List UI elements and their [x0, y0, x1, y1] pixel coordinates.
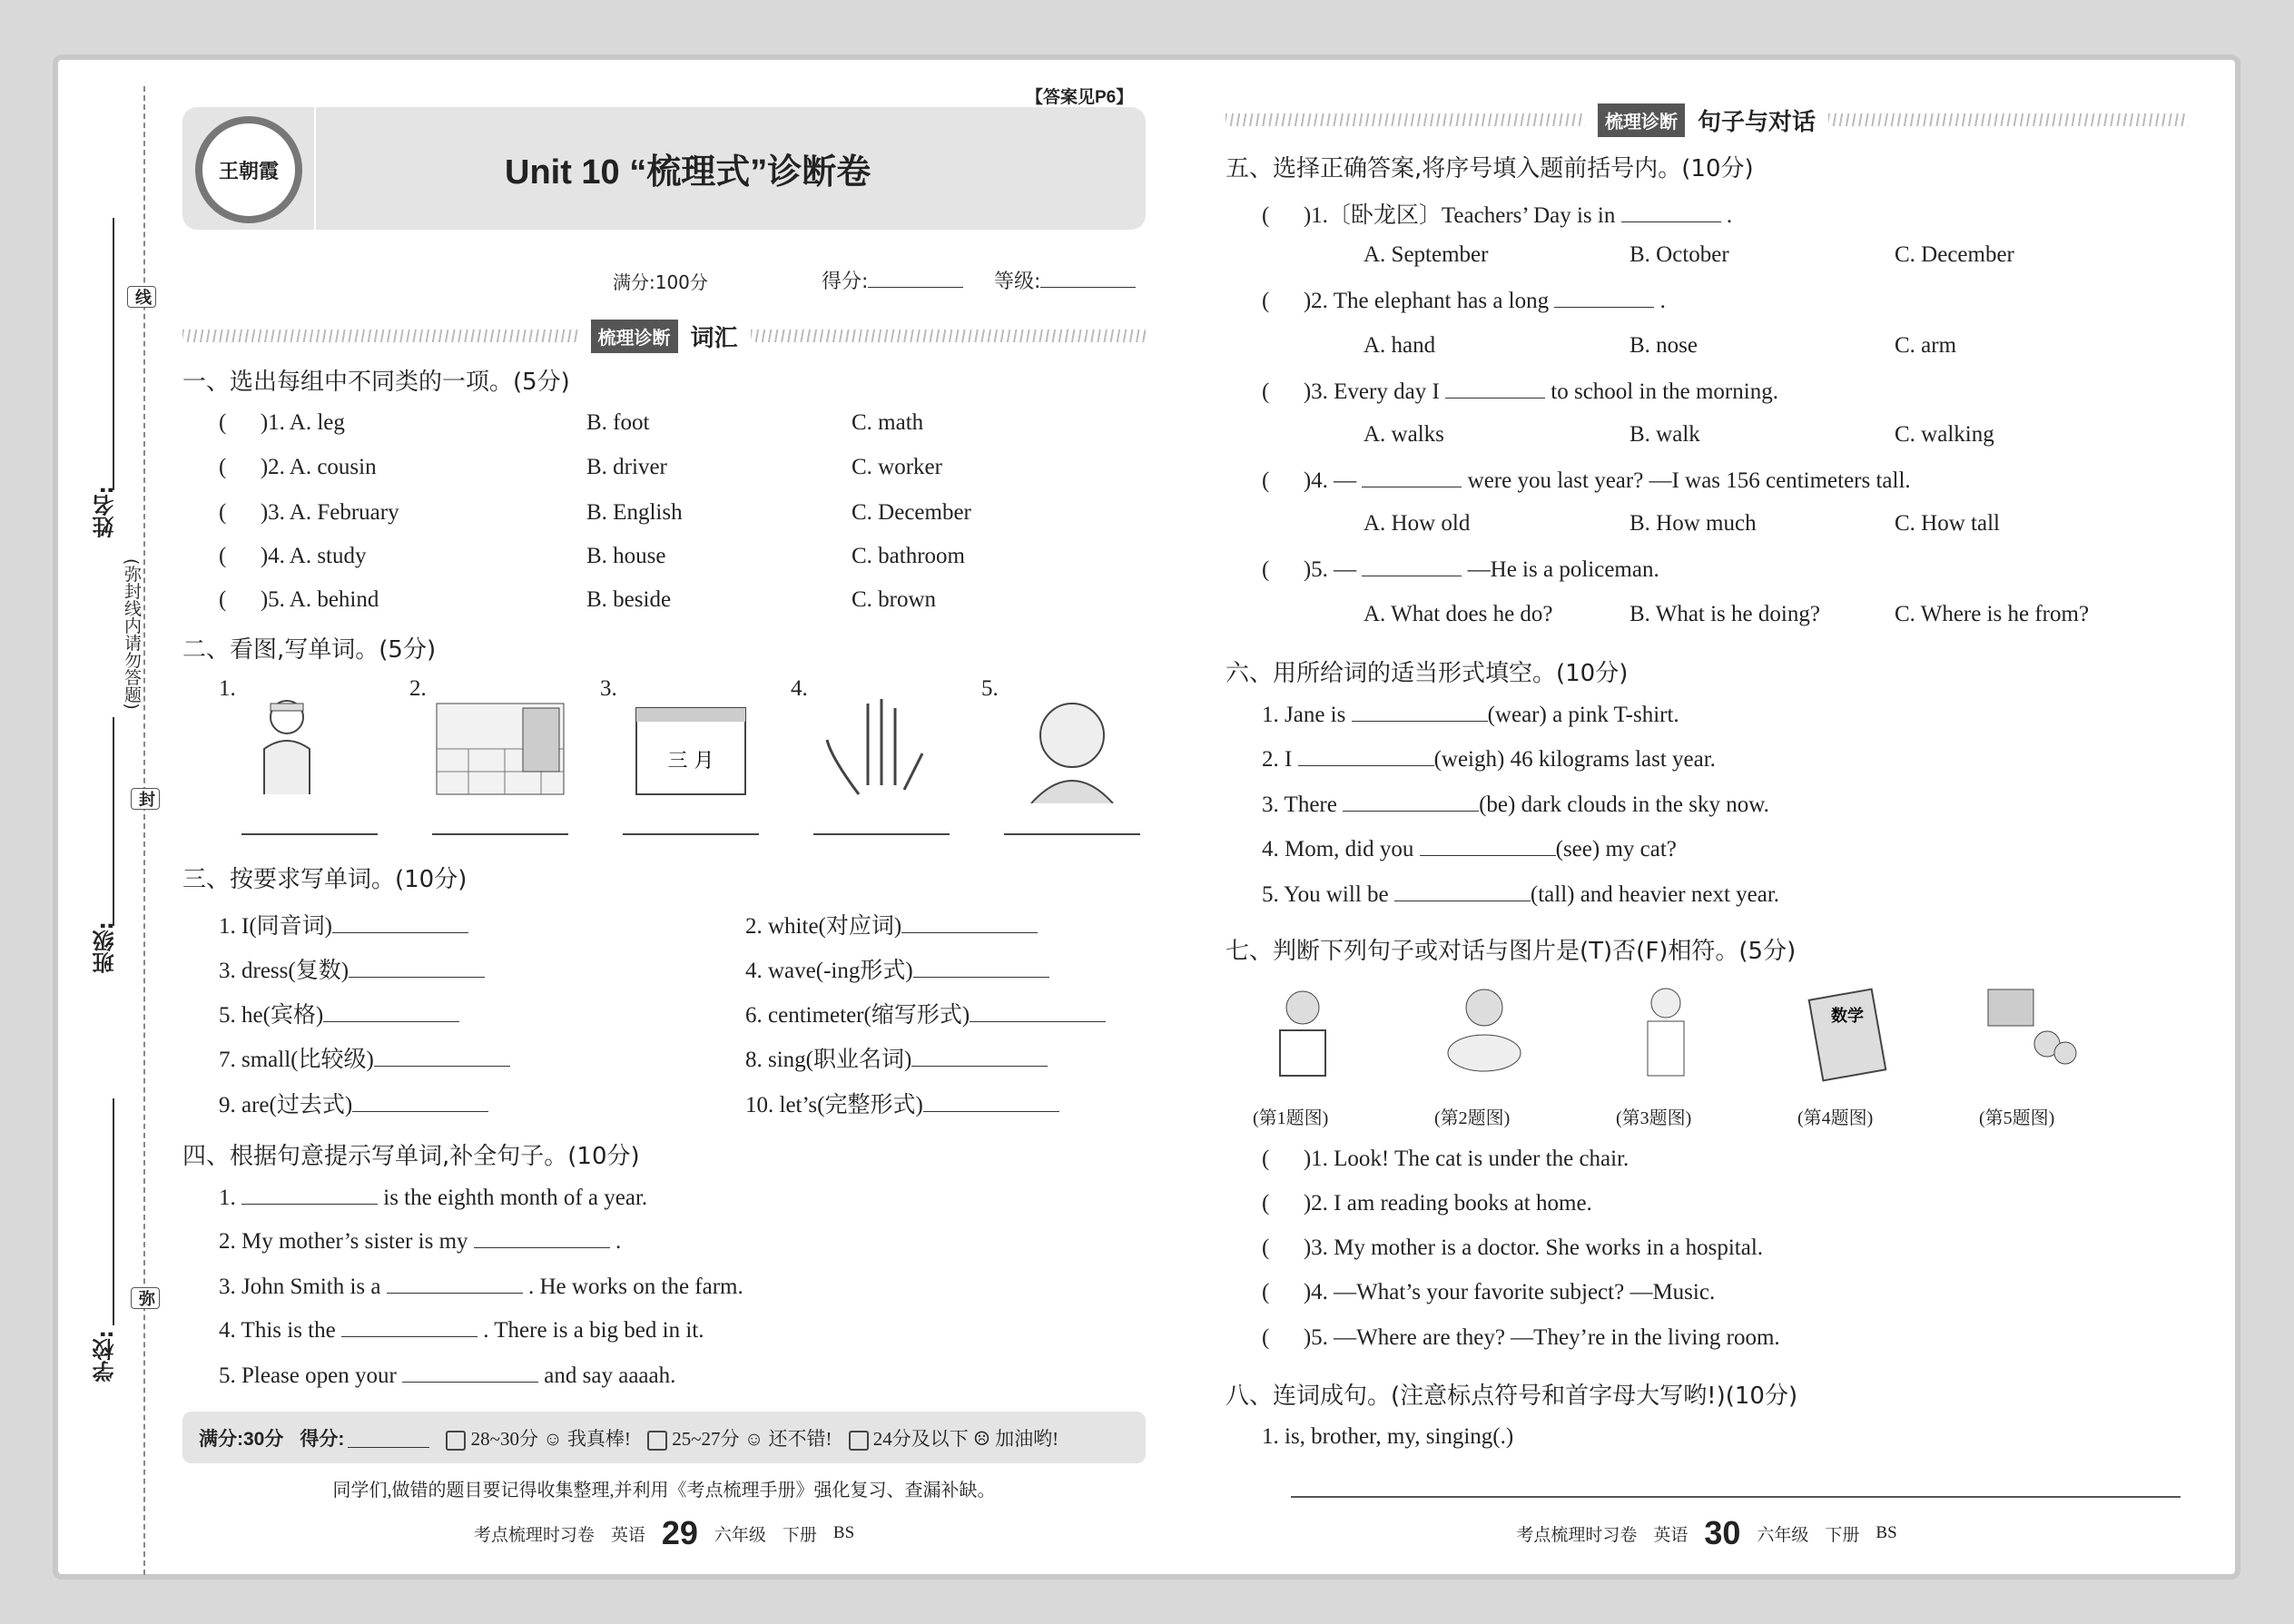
answer-bracket[interactable]: ( ) [219, 587, 269, 612]
option-c: C. December [852, 500, 971, 525]
name-field[interactable] [113, 218, 114, 490]
class-label: 班级: [93, 921, 118, 974]
margin-seal-label: 封 [131, 788, 160, 810]
answer-option[interactable]: B. nose [1629, 333, 1698, 358]
answer-bracket[interactable]: ( ) [1262, 1280, 1312, 1304]
answer-bracket[interactable]: ( ) [1262, 1147, 1312, 1171]
answer-bracket[interactable]: ( ) [219, 455, 269, 479]
word-item[interactable]: 9. are(过去式) [219, 1087, 488, 1119]
section-5-heading: 五、选择正确答案,将序号填入题前括号内。(10分) [1226, 155, 1754, 182]
answer-option[interactable]: C. How tall [1895, 511, 2000, 536]
picture-caption: (第1题图) [1253, 1108, 1329, 1128]
word-item[interactable]: 10. let’s(完整形式) [745, 1087, 1059, 1119]
option-b: B. foot [586, 410, 650, 435]
judge-picture-1 [1253, 976, 1353, 1089]
choice-row[interactable]: ( )5. A. behind [219, 587, 379, 612]
option-mid[interactable]: 25~27分 ☺ 还不错! [647, 1424, 832, 1452]
picture-number: 3. [600, 676, 617, 701]
picture-caption: (第5题图) [1979, 1108, 2055, 1128]
fill-item[interactable]: 1. Jane is (wear) a pink T-shirt. [1262, 703, 1679, 727]
answer-bracket[interactable]: ( ) [219, 410, 269, 435]
answer-line[interactable] [241, 833, 378, 835]
answer-option[interactable]: C. arm [1895, 333, 1957, 358]
option-b: B. house [586, 544, 666, 568]
judge-picture-5 [1979, 976, 2079, 1089]
page-title: Unit 10 “梳理式”诊断卷 [505, 153, 871, 192]
option-b: B. English [586, 500, 683, 525]
word-item[interactable]: 6. centimeter(缩写形式) [745, 997, 1106, 1029]
section-2-heading: 二、看图,写单词。(5分) [182, 636, 437, 664]
word-item[interactable]: 2. white(对应词) [745, 908, 1038, 940]
footer-left: 考点梳理时习卷 英语 29 六年级 下册 BS [473, 1514, 855, 1551]
page-number: 29 [661, 1514, 698, 1551]
sentence-item[interactable]: 2. My mother’s sister is my . [219, 1229, 622, 1254]
school-label: 学校: [93, 1330, 118, 1383]
sentence-item[interactable]: 1. is the eighth month of a year. [219, 1186, 648, 1210]
answer-line[interactable] [1004, 833, 1140, 835]
section-6-heading: 六、用所给词的适当形式填空。(10分) [1226, 660, 1629, 687]
question-item[interactable]: ( )3. Every day I to school in the morning. [1262, 379, 1778, 404]
answer-line[interactable] [432, 833, 568, 835]
option-low[interactable]: 24分及以下 ☹ 加油哟! [849, 1424, 1059, 1452]
reorder-item: 1. is, brother, my, singing(.) [1262, 1424, 1514, 1449]
page-number: 30 [1704, 1514, 1741, 1551]
answer-option[interactable]: A. What does he do? [1364, 602, 1553, 626]
section-3-heading: 三、按要求写单词。(10分) [182, 866, 468, 893]
answer-bracket[interactable]: ( ) [1262, 1191, 1312, 1216]
judge-item[interactable]: ( )5. —Where are they? —They’re in the living room. [1262, 1325, 1780, 1350]
answer-bracket[interactable]: ( ) [1262, 468, 1312, 493]
answer-option[interactable]: A. walks [1364, 422, 1444, 447]
word-item[interactable]: 7. small(比较级) [219, 1041, 510, 1074]
choice-row[interactable]: ( )4. A. study [219, 544, 367, 568]
judge-item[interactable]: ( )4. —What’s your favorite subject? —Music. [1262, 1280, 1716, 1304]
fill-item[interactable]: 2. I (weigh) 46 kilograms last year. [1262, 747, 1716, 772]
section-4-heading: 四、根据句意提示写单词,补全句子。(10分) [182, 1143, 640, 1170]
judge-picture-2 [1434, 976, 1534, 1089]
option-b: B. driver [586, 455, 667, 479]
margin-notice: (弥封线内请勿答题) [122, 558, 142, 710]
question-item[interactable]: ( )4. — were you last year? —I was 156 centimeters tall. [1262, 468, 1911, 493]
picture-3 [623, 685, 759, 803]
svg-text:数学: 数学 [1831, 1007, 1864, 1026]
picture-number: 2. [409, 676, 427, 701]
judge-item[interactable]: ( )2. I am reading books at home. [1262, 1191, 1592, 1216]
full-score: 满分:100分 [613, 271, 708, 293]
logo-text: 王朝霞 [218, 159, 279, 183]
question-item[interactable]: ( )2. The elephant has a long . [1262, 289, 1666, 313]
margin-line-label: 线 [127, 286, 156, 308]
sentence-item[interactable]: 4. This is the . There is a big bed in it. [219, 1318, 704, 1343]
answer-reference: 【答案见P6】 [1026, 88, 1134, 107]
answer-option[interactable]: A. hand [1364, 333, 1436, 358]
answer-option[interactable]: A. How old [1364, 511, 1471, 536]
answer-bracket[interactable]: ( ) [1262, 1325, 1312, 1350]
class-field[interactable] [113, 717, 114, 926]
answer-option[interactable]: C. December [1895, 242, 2014, 267]
section-8-heading: 八、连词成句。(注意标点符号和首字母大写哟!)(10分) [1226, 1383, 1798, 1410]
margin-mi-label: 弥 [131, 1287, 160, 1309]
word-item[interactable]: 1. I(同音词) [219, 908, 468, 940]
school-field[interactable] [113, 1098, 114, 1325]
answer-bracket[interactable]: ( ) [1262, 1235, 1312, 1260]
picture-number: 1. [219, 676, 236, 701]
option-c: C. brown [852, 587, 937, 612]
word-item[interactable]: 5. he(宾格) [219, 997, 459, 1029]
picture-1 [241, 685, 378, 803]
answer-option[interactable]: B. October [1629, 242, 1729, 267]
option-c: C. math [852, 410, 924, 435]
answer-line[interactable] [813, 833, 950, 835]
answer-bracket[interactable]: ( ) [219, 500, 269, 525]
option-high[interactable]: 28~30分 ☺ 我真棒! [446, 1424, 631, 1452]
score-field[interactable]: 得分: [822, 266, 963, 294]
picture-number: 4. [791, 676, 808, 701]
picture-caption: (第2题图) [1434, 1108, 1511, 1128]
choice-row[interactable]: ( )2. A. cousin [219, 455, 377, 479]
picture-4 [813, 685, 950, 803]
answer-bracket[interactable]: ( ) [1262, 203, 1312, 228]
fill-item[interactable]: 4. Mom, did you (see) my cat? [1262, 837, 1677, 861]
seal-line [143, 86, 145, 1575]
judge-item[interactable]: ( )3. My mother is a doctor. She works in a hospital. [1262, 1235, 1764, 1260]
choice-row[interactable]: ( )3. A. February [219, 500, 399, 525]
answer-bracket[interactable]: ( ) [1262, 557, 1312, 582]
judge-picture-3 [1616, 976, 1716, 1089]
fill-item[interactable]: 3. There (be) dark clouds in the sky now. [1262, 792, 1769, 817]
grade-field[interactable]: 等级: [994, 266, 1136, 294]
fill-item[interactable]: 5. You will be (tall) and heavier next year. [1262, 882, 1780, 907]
section-7-heading: 七、判断下列句子或对话与图片是(T)否(F)相符。(5分) [1226, 938, 1797, 965]
option-b: B. beside [586, 587, 672, 612]
answer-line[interactable] [623, 833, 759, 835]
section-1-heading: 一、选出每组中不同类的一项。(5分) [182, 369, 570, 396]
answer-option[interactable]: A. September [1364, 242, 1489, 267]
choice-row[interactable]: ( )1. A. leg [219, 410, 345, 435]
score-bar: 满分:30分 得分: 28~30分 ☺ 我真棒! 25~27分 ☺ 还不错! 24分及以下 ☹ 加油哟! [182, 1412, 1146, 1463]
answer-option[interactable]: B. What is he doing? [1629, 602, 1820, 626]
picture-2 [432, 685, 568, 803]
answer-bracket[interactable]: ( ) [219, 544, 269, 568]
sentence-item[interactable]: 3. John Smith is a . He works on the farm. [219, 1275, 743, 1299]
answer-option[interactable]: C. walking [1895, 422, 1994, 447]
sentence-item[interactable]: 5. Please open your and say aaaah. [219, 1363, 676, 1388]
option-c: C. worker [852, 455, 942, 479]
review-note: 同学们,做错的题目要记得收集整理,并利用《考点梳理手册》强化复习、查漏补缺。 [332, 1481, 996, 1501]
answer-bracket[interactable]: ( ) [1262, 289, 1312, 313]
picture-caption: (第3题图) [1616, 1108, 1692, 1128]
footer-right: 考点梳理时习卷 英语 30 六年级 下册 BS [1516, 1514, 1897, 1551]
section-divider-sentences: 梳理诊断 句子与对话 [1226, 102, 2188, 138]
answer-line[interactable] [1291, 1496, 2181, 1498]
answer-bracket[interactable]: ( ) [1262, 379, 1312, 404]
option-c: C. bathroom [852, 544, 965, 568]
word-item[interactable]: 4. wave(-ing形式) [745, 952, 1049, 985]
word-item[interactable]: 8. sing(职业名词) [745, 1041, 1048, 1074]
judge-item[interactable]: ( )1. Look! The cat is under the chair. [1262, 1147, 1629, 1171]
section-score-field[interactable] [348, 1428, 429, 1448]
picture-number: 5. [981, 676, 999, 701]
picture-caption: (第4题图) [1797, 1108, 1874, 1128]
question-item[interactable]: ( )5. — —He is a policeman. [1262, 557, 1659, 582]
judge-picture-4 [1797, 976, 1897, 1089]
name-label: 姓名: [93, 486, 118, 538]
svg-text:三 月: 三 月 [667, 750, 714, 773]
word-item[interactable]: 3. dress(复数) [219, 952, 485, 985]
answer-option[interactable]: B. walk [1629, 422, 1700, 447]
answer-option[interactable]: C. Where is he from? [1895, 602, 2090, 626]
question-item[interactable]: ( )1.〔卧龙区〕Teachers’ Day is in . [1262, 203, 1733, 228]
section-divider-vocab: 梳理诊断 词汇 [182, 318, 1146, 354]
picture-5 [1004, 685, 1140, 803]
answer-option[interactable]: B. How much [1629, 511, 1757, 536]
